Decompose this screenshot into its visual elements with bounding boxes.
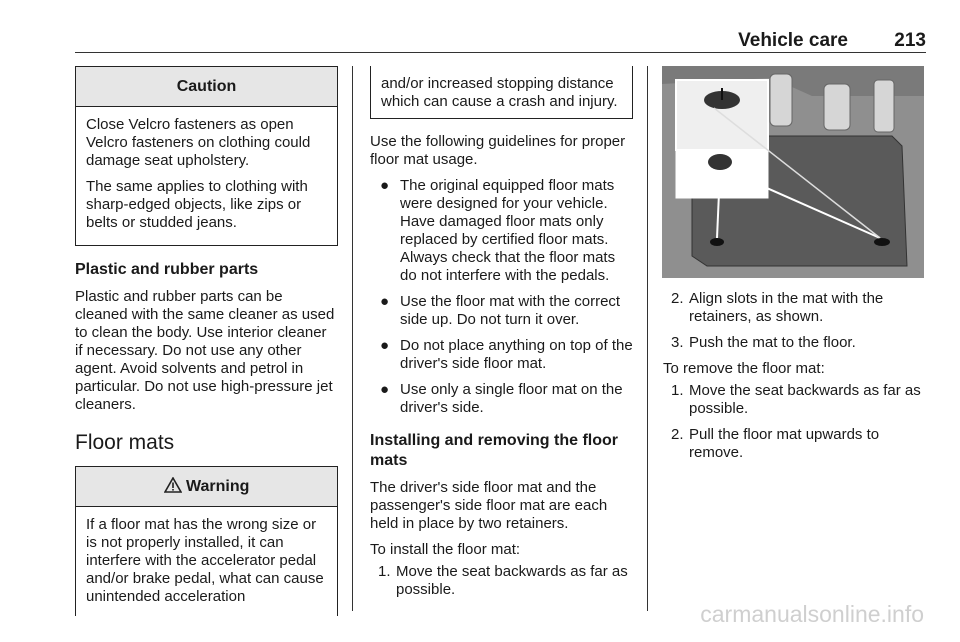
step-number: 3.: [671, 334, 684, 351]
step-item: [663, 382, 925, 418]
warning-triangle-icon: [164, 477, 182, 493]
column-divider: [647, 66, 648, 611]
caution-text: The same applies to clothing with sharp-edged objects, like zips or belts or studded jeans.: [86, 178, 308, 231]
step-item: [663, 426, 925, 462]
caution-title: Caution: [76, 67, 337, 107]
step-item: [370, 563, 633, 599]
list-item-text: Use the floor mat with the correct side up. Do not turn it over.: [400, 293, 621, 328]
paragraph: The driver's side floor mat and the passenger's side floor mat are each held in place by two retainers.: [370, 479, 608, 532]
list-item: [370, 381, 633, 417]
bullet: ●: [380, 293, 390, 310]
bullet: ●: [380, 177, 390, 194]
step-text: Move the seat backwards as far as possible.: [396, 563, 628, 598]
caution-box: [75, 66, 338, 246]
install-steps-continued: [663, 290, 925, 352]
column-divider: [352, 66, 353, 611]
bullet: ●: [380, 381, 390, 398]
page-header: [75, 26, 926, 53]
warning-text: and/or increased stopping distance which can cause a crash and injury.: [381, 75, 618, 110]
bullet: ●: [380, 337, 390, 354]
paragraph: Use the following guidelines for proper floor mat usage.: [370, 133, 626, 168]
step-text: Pull the floor mat upwards to remove.: [689, 426, 880, 461]
step-number: 2.: [671, 290, 684, 307]
step-number: 2.: [671, 426, 684, 443]
paragraph: To install the floor mat:: [370, 541, 521, 558]
list-item: [370, 337, 633, 373]
install-steps: [370, 563, 633, 599]
step-number: 1.: [671, 382, 684, 399]
step-text: Move the seat backwards as far as possible.: [689, 382, 921, 417]
header-title: Vehicle care: [738, 30, 848, 51]
column-left: [75, 66, 338, 616]
warning-box-continued: [370, 66, 633, 119]
column-right: [663, 290, 925, 470]
page-number: 213: [894, 30, 926, 51]
step-text: Align slots in the mat with the retainers, as shown.: [689, 290, 884, 325]
list-item: [370, 177, 633, 285]
remove-steps: [663, 382, 925, 462]
column-middle: [370, 66, 633, 607]
list-item-text: Use only a single floor mat on the driver's side.: [400, 381, 623, 416]
step-text: Push the mat to the floor.: [689, 334, 856, 351]
warning-box: [75, 466, 338, 616]
warning-text: If a floor mat has the wrong size or is not properly installed, it can interfere with the accelerator pedal and/or brake pedal, what can cause unintended acceleration: [86, 516, 324, 605]
guideline-list: [370, 177, 633, 417]
section-heading: Plastic and rubber parts: [75, 261, 259, 278]
section-heading: Installing and removing the floor mats: [370, 432, 619, 469]
step-item: [663, 290, 925, 326]
paragraph: To remove the floor mat:: [663, 360, 825, 377]
watermark: carmanualsonline.info: [700, 601, 924, 627]
warning-header: [76, 467, 337, 507]
chapter-heading: Floor mats: [75, 431, 175, 454]
list-item-text: Do not place anything on top of the driver's side floor mat.: [400, 337, 633, 372]
caution-text: Close Velcro fasteners as open Velcro fasteners on clothing could damage seat upholstery.: [86, 116, 311, 169]
list-item: [370, 293, 633, 329]
warning-title: Warning: [186, 478, 250, 495]
step-number: 1.: [378, 563, 391, 580]
step-item: [663, 334, 925, 352]
floor-mat-illustration: [662, 66, 924, 278]
list-item-text: The original equipped floor mats were designed for your vehicle. Have damaged floor mats only replaced by certified floor mats. Always check that the floor mats do not interfere with the pedals.: [400, 177, 616, 284]
paragraph: Plastic and rubber parts can be cleaned with the same cleaner as used to clean the body. Use interior cleaner if necessary. Do not use any other agent. Avoid solvents and petrol in particular. Do not use high-pressure jet cleaners.: [75, 288, 335, 413]
